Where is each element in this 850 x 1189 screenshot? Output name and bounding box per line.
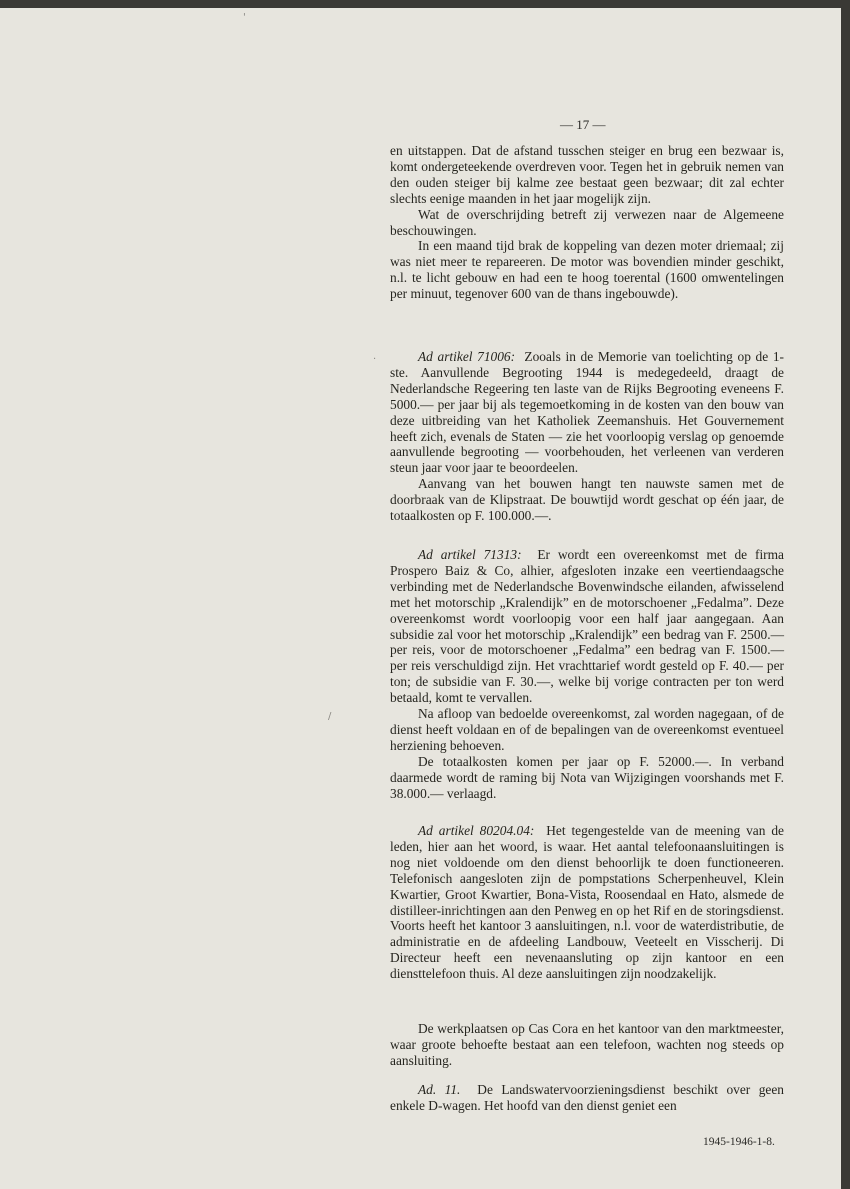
article-reference: Ad. 11. xyxy=(418,1082,461,1097)
scan-speck: · xyxy=(373,354,377,365)
paragraph xyxy=(390,1082,784,1114)
article-reference: Ad artikel 71006: xyxy=(418,349,516,364)
section-workshops xyxy=(390,1021,784,1069)
article-reference: Ad artikel 71313: xyxy=(418,547,522,562)
paragraph: Aanvang van het bouwen hangt ten nauwste samen met de doorbraak van de Klipstraat. De bouwtijd wordt geschat op één jaar, de totaalkosten op F. 100.000.—. xyxy=(390,476,784,524)
scan-frame-top xyxy=(0,0,850,8)
paragraph: De totaalkosten komen per jaar op F. 52000.—. In verband daarmede wordt de raming bij Nota van Wijzigingen voorshands met F. 38.000.— verlaagd. xyxy=(390,753,784,801)
scan-frame-right xyxy=(841,0,850,1189)
paragraph: Na afloop van bedoelde overeenkomst, zal worden nagegaan, of de dienst heeft voldaan en of de bepalingen van de overeenkomst eventueel herziening behoeven. xyxy=(390,706,784,753)
section-article-71313 xyxy=(390,547,784,802)
section-article-80204-04 xyxy=(390,823,784,982)
paragraph xyxy=(390,823,784,982)
paragraph-text: Zooals in de Memorie van toelichting op de 1-ste. Aanvullende Begrooting 1944 is medegedeeld, draagt de Nederlandsche Regeering ten laste van de Rijks Begrooting eveneens F. 5000.— per jaar bij als tegemoetkoming in de kosten van den bouw van deze uitbreiding van het Katholiek Zeemanshuis. Het Gouvernement heeft zich, evenals de Staten — zie het voorloopig verslag op genoemde aanvullende begrooting — voorbehouden, het verleenen van verderen steun jaar voor jaar te beoordeelen. xyxy=(390,349,784,476)
paragraph-text: Het tegengestelde van de meening van de leden, hier aan het woord, is waar. Het aantal telefoonaansluitingen is nog niet voldoende om den dienst behoorlijk te doen functioneeren. Telefonisch aangesloten zijn de pompstations Scherpenheuvel, Klein Kwartier, Groot Kwartier, Bona-Vista, Roosendaal en Hato, alsmede de distilleer-inrichtingen aan den Penweg en op het Rif en de storingsdienst. Voorts heeft het kantoor 3 aansluitingen, n.l. voor de waterdistributie, de administratie en de afdeeling Landbouw, Veeteelt en Visscherij. Di Directeur heeft een nevenaansluting op zijn kantoor en een diensttelefoon thuis. Al deze aansluitingen zijn noodzakelijk. xyxy=(390,823,784,982)
paragraph: en uitstappen. Dat de afstand tusschen steiger en brug een bezwaar is, komt ondergeteekende overdreven voor. Tegen het in gebruik nemen van den ouden steiger bij kalme zee bestaat geen bezwaar; dit zal echter slechts eenige maanden in het jaar mogelijk zijn. xyxy=(390,143,784,206)
paragraph: In een maand tijd brak de koppeling van dezen moter driemaal; zij was niet meer te repareeren. De motor was bovendien minder geschikt, n.l. te licht gebouw en had een te hoog toerental (1600 omwentelingen per minuut, tegenover 600 van de thans ingebouwde). xyxy=(390,238,784,302)
paragraph xyxy=(390,547,784,706)
paragraph: Wat de overschrijding betreft zij verwezen naar de Algemeene beschouwingen. xyxy=(390,206,784,238)
scan-speck: / xyxy=(328,711,332,722)
page-number: — 17 — xyxy=(560,117,606,132)
article-reference: Ad artikel 80204.04: xyxy=(418,823,535,838)
paragraph: De werkplaatsen op Cas Cora en het kantoor van den marktmeester, waar groote behoefte bestaat aan een telefoon, wachten nog steeds op aansluiting. xyxy=(390,1021,784,1068)
continuation-section xyxy=(390,143,784,302)
scan-speck: ' xyxy=(243,12,246,23)
paragraph-text: De Landswatervoorzieningsdienst beschikt over geen enkele D-wagen. Het hoofd van den dienst geniet een xyxy=(390,1082,784,1113)
section-ad-11 xyxy=(390,1082,784,1114)
section-article-71006 xyxy=(390,349,784,524)
paragraph-text: Er wordt een overeenkomst met de firma Prospero Baiz & Co, alhier, afgesloten inzake een veertiendaagsche verbinding met de Nederlandsche Bovenwindsche eilanden, afwisselend met het motorschip „Kralendijk” en de motorschoener „Fedalma”. Deze overeenkomst wordt voorloopig voor een half jaar aangegaan. Aan subsidie zal voor het motorschip „Kralendijk” een bedrag van F. 2500.— per reis, voor de motorschoener „Fedalma” een bedrag van F. 1500.— per reis verschuldigd zijn. Het vrachttarief wordt gesteld op F. 40.— per ton; de subsidie van F. 30.—, welke bij vorige contracten per ton werd betaald, komt te vervallen. xyxy=(390,547,784,706)
paragraph xyxy=(390,349,784,476)
catalog-number: 1945-1946-1-8. xyxy=(703,1136,775,1148)
